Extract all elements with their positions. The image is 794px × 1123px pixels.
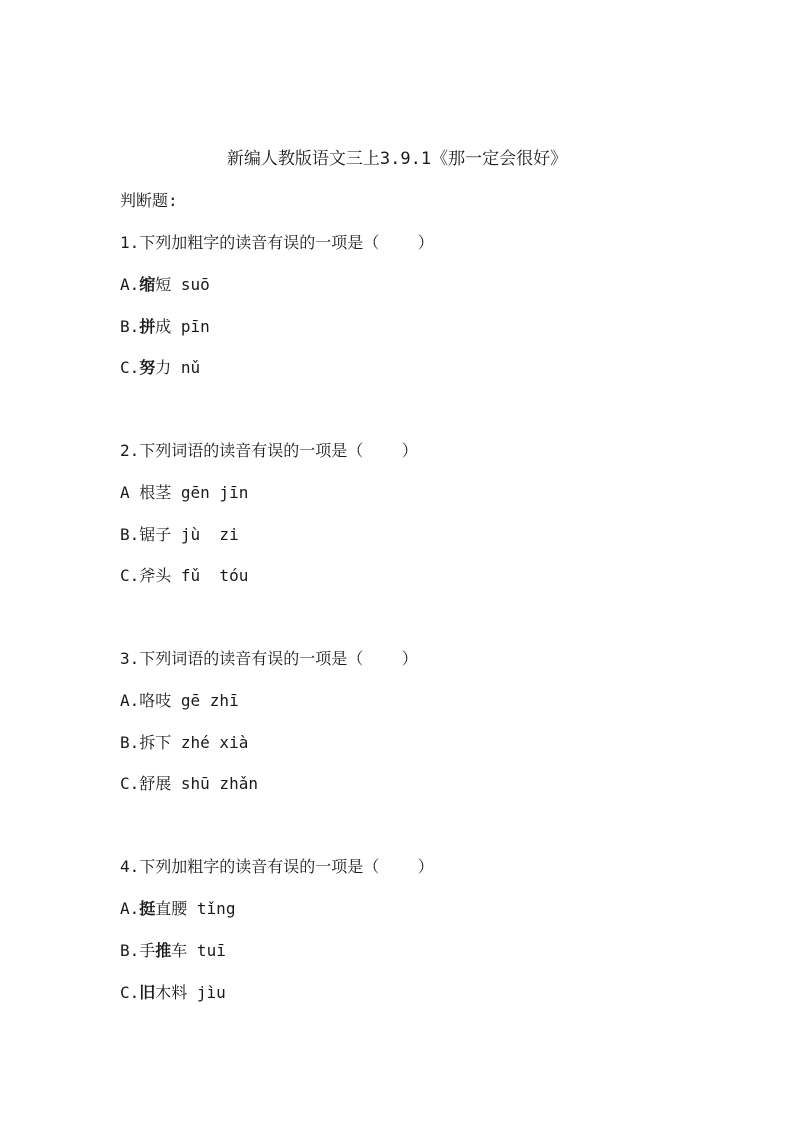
option-text: 车 tuī xyxy=(171,941,226,960)
option-text: 根茎 gēn jīn xyxy=(139,483,249,502)
question-stem-2: 2.下列词语的读音有误的一项是（ ） xyxy=(120,441,418,460)
option-2b xyxy=(120,522,239,548)
option-text: 短 suō xyxy=(155,275,210,294)
option-prefix: A. xyxy=(120,691,140,710)
bold-character: 努 xyxy=(139,358,156,377)
document-title: 新编人教版语文三上3.9.1《那一定会很好》 xyxy=(226,149,568,169)
option-1a xyxy=(120,272,210,298)
option-text: 手 xyxy=(139,941,156,960)
option-text: 拆下 zhé xià xyxy=(139,733,249,752)
option-text-with-bold xyxy=(139,941,226,960)
option-3a xyxy=(120,688,239,714)
option-text: 木料 jìu xyxy=(155,983,226,1002)
bold-character: 缩 xyxy=(139,275,156,294)
option-3b xyxy=(120,730,248,756)
option-prefix: C. xyxy=(120,774,140,793)
option-2a xyxy=(120,480,248,506)
option-prefix: C. xyxy=(120,983,140,1002)
bold-character: 拼 xyxy=(139,317,156,336)
question-stem-4: 4.下列加粗字的读音有误的一项是（ ） xyxy=(120,857,434,876)
bold-character: 推 xyxy=(155,941,172,960)
option-prefix: A. xyxy=(120,899,140,918)
option-1c xyxy=(120,355,200,381)
bold-character: 旧 xyxy=(139,983,156,1002)
option-2c xyxy=(120,563,248,589)
question-stem-1: 1.下列加粗字的读音有误的一项是（ ） xyxy=(120,233,434,252)
bold-character: 挺 xyxy=(139,899,156,918)
option-prefix: C. xyxy=(120,358,140,377)
option-text: 斧头 fǔ tóu xyxy=(139,566,249,585)
option-prefix: B. xyxy=(120,941,140,960)
section-label: 判断题: xyxy=(120,191,178,210)
option-prefix: A. xyxy=(120,275,140,294)
option-text: 成 pīn xyxy=(155,317,210,336)
option-prefix: C. xyxy=(120,566,140,585)
option-text: 咯吱 gē zhī xyxy=(139,691,239,710)
option-text: 力 nǔ xyxy=(155,358,201,377)
option-4a xyxy=(120,896,235,922)
option-text: 直腰 tǐng xyxy=(155,899,236,918)
option-1b xyxy=(120,314,210,340)
option-prefix: A xyxy=(120,483,140,502)
option-text: 舒展 shū zhǎn xyxy=(139,774,258,793)
option-prefix: B. xyxy=(120,525,140,544)
option-4c xyxy=(120,980,226,1006)
option-3c xyxy=(120,771,258,797)
option-4b xyxy=(120,938,226,964)
option-prefix: B. xyxy=(120,733,140,752)
question-stem-3: 3.下列词语的读音有误的一项是（ ） xyxy=(120,649,418,668)
option-text: 锯子 jù zi xyxy=(139,525,239,544)
option-prefix: B. xyxy=(120,317,140,336)
